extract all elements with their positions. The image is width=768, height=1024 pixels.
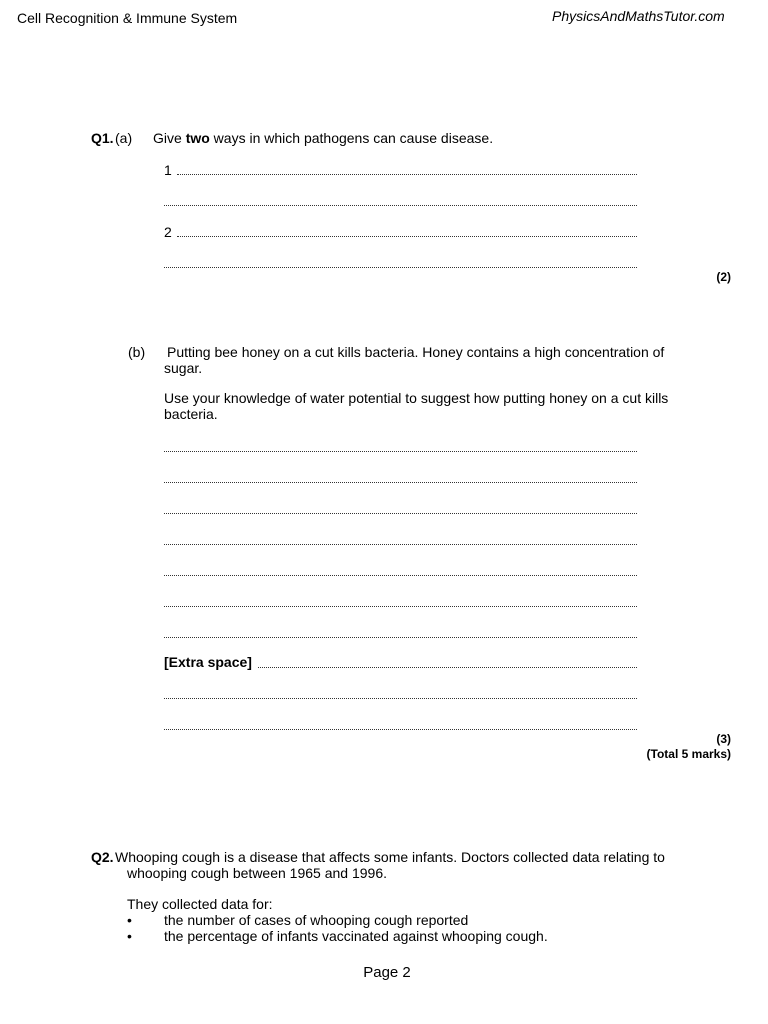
q1-part-a-question [153, 130, 493, 146]
q2-number: Q2. [91, 849, 114, 865]
bullet-icon: • [127, 912, 132, 928]
q2-intro: Whooping cough is a disease that affects some infants. Doctors collected data relating to whooping cough between 1965 and 1996. [115, 849, 665, 881]
q1a-text-bold: two [185, 130, 210, 146]
extra-space-label: [Extra space] [164, 654, 252, 670]
header-title: Cell Recognition & Immune System [17, 10, 238, 26]
answer-line[interactable] [177, 161, 637, 175]
answer-line[interactable] [164, 716, 637, 730]
q1a-marks: (2) [716, 270, 731, 284]
answer-line-2-label: 2 [164, 224, 172, 240]
answer-line[interactable] [164, 438, 637, 452]
q1b-paragraph-2: Use your knowledge of water potential to suggest how putting honey on a cut kills bacteria. [164, 390, 669, 422]
page-number: Page 2 [363, 964, 411, 981]
answer-line[interactable] [164, 685, 637, 699]
q1a-text-post: ways in which pathogens can cause disease. [209, 130, 494, 146]
q1-part-a-label: (a) [115, 130, 133, 146]
answer-line[interactable] [164, 593, 637, 607]
answer-line[interactable] [164, 469, 637, 483]
q1-number: Q1. [91, 130, 114, 146]
q1b-paragraph-1: Putting bee honey on a cut kills bacteria. Honey contains a high concentration of sugar. [164, 344, 665, 376]
q2-bullet-item-1: the number of cases of whooping cough reported [164, 912, 469, 928]
q1b-marks: (3) [716, 732, 731, 746]
answer-line[interactable] [164, 254, 637, 268]
q2-collected-label: They collected data for: [127, 896, 273, 912]
q1-total-marks: (Total 5 marks) [646, 747, 731, 761]
bullet-icon: • [127, 928, 132, 944]
q1a-text-pre: Give [153, 130, 186, 146]
answer-line[interactable] [164, 500, 637, 514]
answer-line[interactable] [164, 531, 637, 545]
answer-line[interactable] [258, 654, 637, 668]
header-site: PhysicsAndMathsTutor.com [552, 8, 725, 24]
answer-line[interactable] [164, 192, 637, 206]
answer-line-1-label: 1 [164, 162, 172, 178]
q1-part-b-label: (b) [128, 344, 146, 360]
answer-line[interactable] [177, 223, 637, 237]
q2-bullet-item-2: the percentage of infants vaccinated against whooping cough. [164, 928, 548, 944]
answer-line[interactable] [164, 562, 637, 576]
answer-line[interactable] [164, 624, 637, 638]
